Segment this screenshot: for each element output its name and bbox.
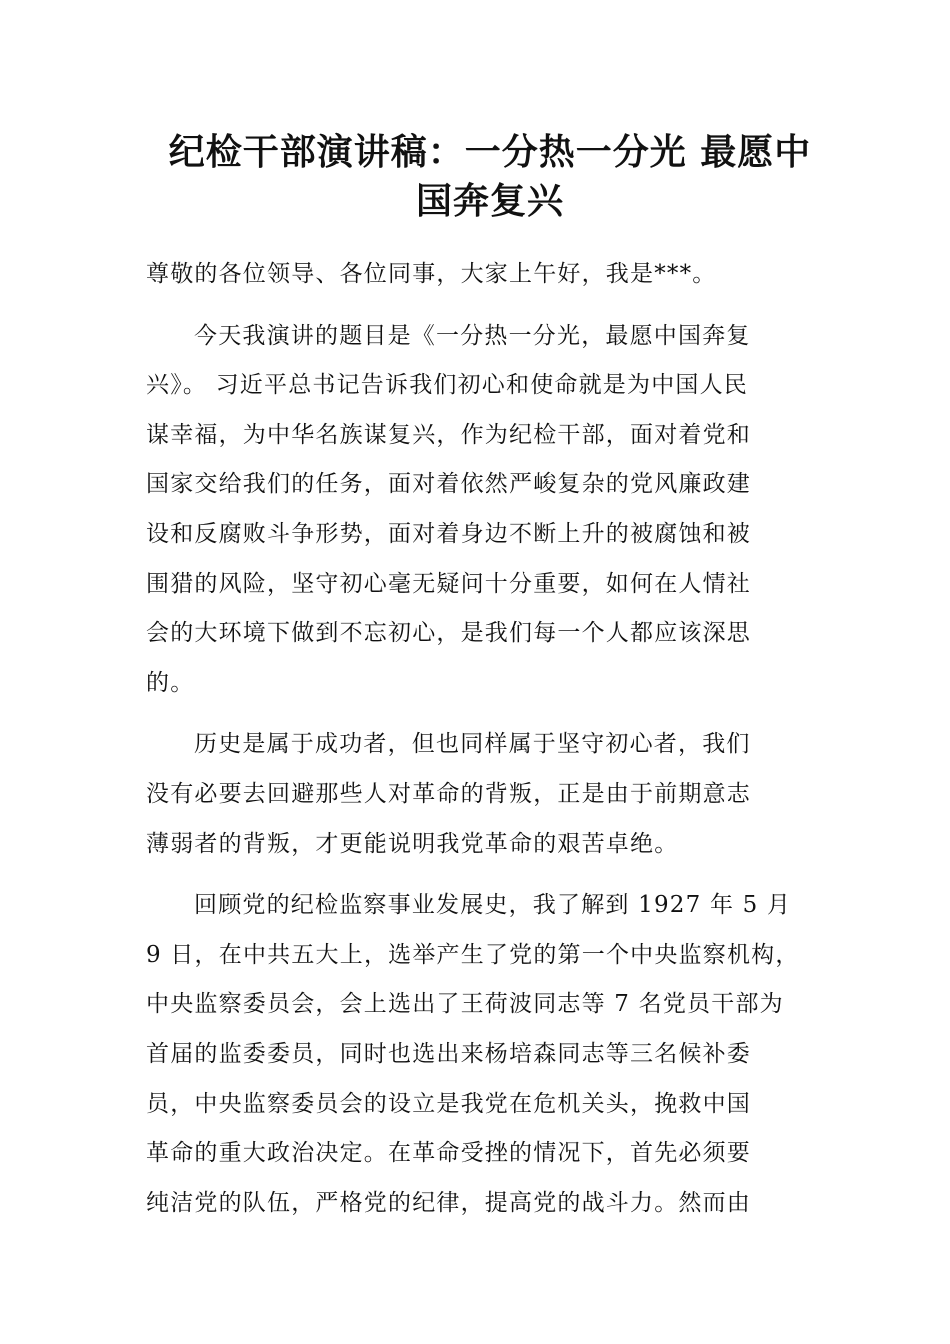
text-line: 国家交给我们的任务，面对着依然严峻复杂的党风廉政建 — [146, 471, 751, 498]
title-line: 国奔复兴 — [415, 180, 564, 222]
text-line: 的。 — [146, 669, 195, 696]
text-line: 围猎的风险，坚守初心毫无疑问十分重要，如何在人情社 — [146, 570, 751, 597]
text-line: 没有必要去回避那些人对革命的背叛，正是由于前期意志 — [146, 780, 751, 807]
text-line: 员，中央监察委员会的设立是我党在危机关头，挽救中国 — [146, 1090, 751, 1117]
title-line: 纪检干部演讲稿：一分热一分光 最愿中 — [168, 131, 812, 173]
review-paragraph — [146, 881, 826, 1228]
text-line: 革命的重大政治决定。在革命受挫的情况下，首先必须要 — [146, 1140, 751, 1167]
document-title — [140, 128, 840, 226]
text-line: 今天我演讲的题目是《一分热一分光，最愿中国奔复 — [194, 322, 751, 349]
text-line: 设和反腐败斗争形势，面对着身边不断上升的被腐蚀和被 — [146, 520, 751, 547]
text-line: 首届的监委委员，同时也选出来杨培森同志等三名候补委 — [146, 1040, 751, 1067]
greeting-paragraph — [146, 250, 826, 300]
text-line: 中央监察委员会，会上选出了王荷波同志等 7 名党员干部为 — [146, 991, 784, 1018]
text-line: 谋幸福，为中华名族谋复兴，作为纪检干部，面对着党和 — [146, 421, 751, 448]
history-paragraph — [146, 720, 826, 869]
text-line: 纯洁党的队伍，严格党的纪律，提高党的战斗力。然而由 — [146, 1189, 751, 1216]
speech-topic-paragraph — [146, 312, 826, 709]
text-line: 历史是属于成功者，但也同样属于坚守初心者，我们 — [194, 731, 751, 758]
text-line: 尊敬的各位领导、各位同事，大家上午好，我是***。 — [146, 261, 717, 287]
text-line: 兴》。 习近平总书记告诉我们初心和使命就是为中国人民 — [146, 372, 749, 399]
document-body — [146, 250, 826, 1240]
text-line: 会的大环境下做到不忘初心，是我们每一个人都应该深思 — [146, 620, 751, 647]
text-line: 薄弱者的背叛，才更能说明我党革命的艰苦卓绝。 — [146, 830, 679, 857]
text-line: 回顾党的纪检监察事业发展史，我了解到 1927 年 5 月 — [194, 892, 792, 919]
text-line: 9 日，在中共五大上，选举产生了党的第一个中央监察机构， — [146, 941, 800, 968]
